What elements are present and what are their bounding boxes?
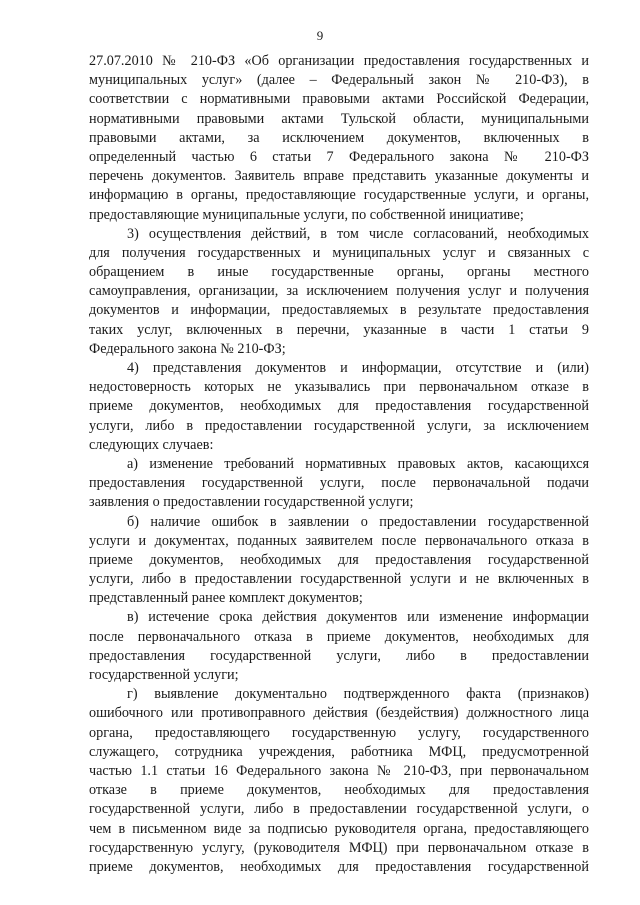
page-number: 9	[316, 28, 324, 43]
text-line: самоуправления, организации, за исключением получения услуг и получения	[89, 283, 589, 300]
document-body	[89, 52, 589, 877]
text-line: таких услуг, включенных в перечни, указанные в части 1 статьи 9	[89, 321, 589, 338]
text-line: приеме документов, необходимых для предоставления государственной	[89, 398, 589, 415]
text-line: государственной услуги, либо в предоставлении государственной услуги, о	[89, 801, 589, 818]
text-line: услуги, либо в предоставлении государственной услуги, за исключением	[89, 417, 589, 434]
text-line: обращением в иные государственные органы, органы местного	[89, 264, 589, 281]
text-line: 27.07.2010 № 210-ФЗ «Об организации предоставления государственных и	[89, 53, 589, 69]
text-line: частью 1.1 статьи 16 Федерального закона № 210-ФЗ, при первоначальном	[89, 762, 589, 779]
text-line: документов и информации, предоставляемых в результате предоставления	[89, 302, 589, 319]
text-line: информацию в органы, предоставляющие государственные услуги, и органы,	[89, 187, 589, 204]
text-line: предоставления государственной услуги, либо в предоставлении	[89, 647, 589, 664]
text-line: приеме документов, необходимых для предоставления государственной	[89, 551, 589, 568]
text-line: чем в письменном виде за подписью руководителя органа, предоставляющего	[89, 820, 589, 837]
text-line: ошибочного или противоправного действия (бездействия) должностного лица	[89, 705, 589, 722]
text-line: в) истечение срока действия документов или изменение информации	[127, 609, 589, 626]
text-line: представленный ранее комплект документов;	[89, 590, 363, 607]
text-line: перечень документов. Заявитель вправе представить указанные документы и	[89, 168, 589, 185]
text-line: для получения государственных и муниципальных услуг и связанных с	[89, 244, 589, 261]
text-line: отказе в приеме документов, необходимых для предоставления	[89, 782, 589, 799]
text-line: определенный частью 6 статьи 7 Федерального закона № 210-ФЗ	[89, 148, 589, 165]
text-line: нормативными правовыми актами Тульской области, муниципальными	[89, 110, 589, 127]
text-line: г) выявление документально подтвержденного факта (признаков)	[127, 686, 589, 703]
text-line: правовыми актами, за исключением документов, включенных в	[89, 129, 589, 146]
text-line: 3) осуществления действий, в том числе согласований, необходимых	[127, 225, 589, 242]
text-line: недостоверность которых не указывались при первоначальном отказе в	[89, 379, 589, 396]
text-line: услуги и документах, поданных заявителем после первоначального отказа в	[89, 532, 589, 549]
text-line: заявления о предоставлении государственной услуги;	[89, 494, 414, 511]
text-line: соответствии с нормативными правовыми актами Российской Федерации,	[89, 91, 589, 108]
text-line: органа, предоставляющего государственную услугу, государственного	[89, 724, 589, 741]
text-line: Федерального закона № 210-ФЗ;	[89, 340, 286, 357]
text-line: б) наличие ошибок в заявлении о предоставлении государственной	[127, 513, 589, 530]
text-line: 4) представления документов и информации, отсутствие и (или)	[127, 360, 589, 376]
text-line: после первоначального отказа в приеме документов, необходимых для	[89, 628, 589, 645]
text-line: государственную услугу, (руководителя МФЦ) при первоначальном отказе в	[89, 839, 589, 856]
text-line: предоставляющие муниципальные услуги, по собственной инициативе;	[89, 206, 524, 223]
text-line: следующих случаев:	[89, 436, 214, 453]
text-line: а) изменение требований нормативных правовых актов, касающихся	[127, 455, 589, 472]
text-line: муниципальных услуг» (далее – Федеральный закон № 210-ФЗ), в	[89, 72, 589, 89]
text-line: предоставления государственной услуги, после первоначальной подачи	[89, 475, 589, 492]
text-line: услуги, либо в предоставлении государственной услуги и не включенных в	[89, 571, 589, 588]
text-line: государственной услуги;	[89, 667, 239, 683]
text-line: служащего, сотрудника учреждения, работника МФЦ, предусмотренной	[89, 743, 589, 760]
text-line: приеме документов, необходимых для предоставления государственной	[89, 858, 589, 875]
